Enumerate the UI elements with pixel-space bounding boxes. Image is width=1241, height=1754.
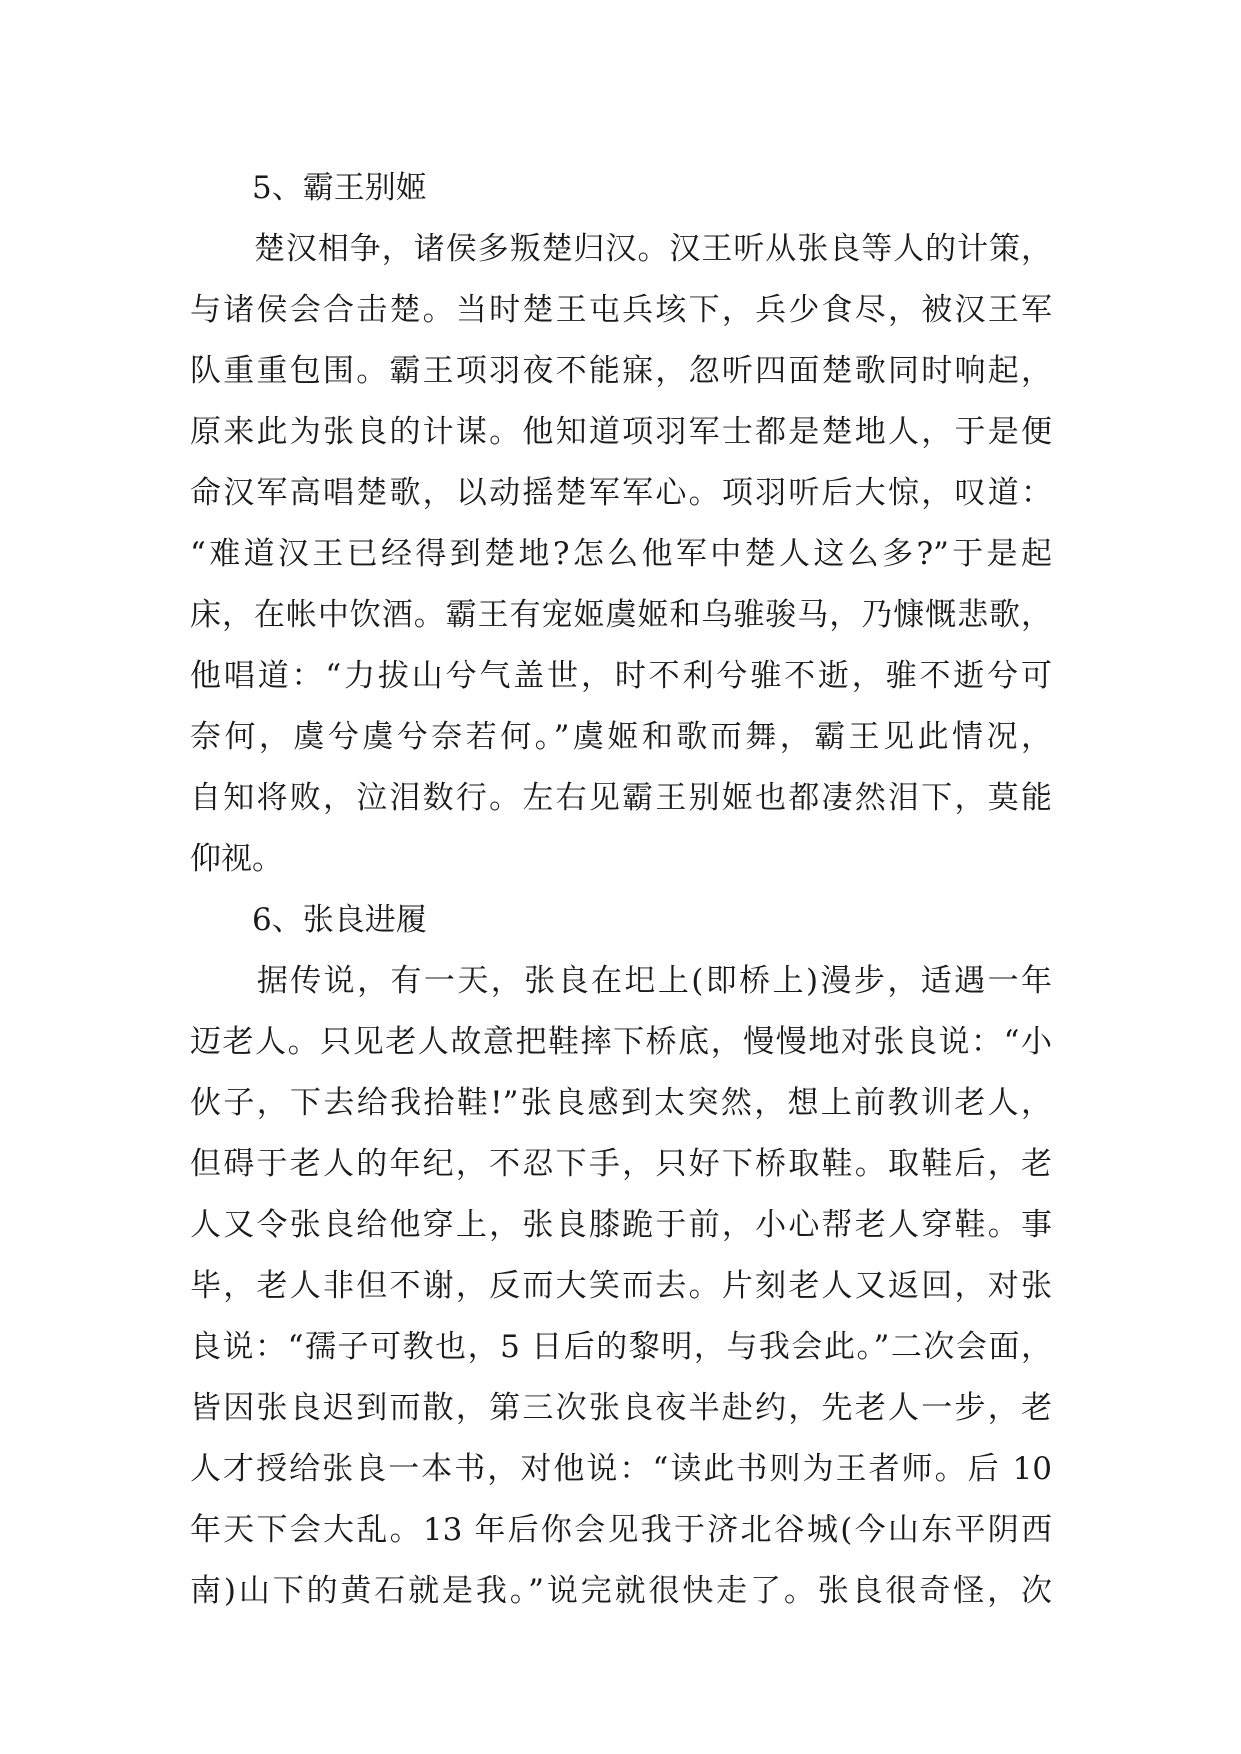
body-line: 年天下会大乱。13 年后你会见我于济北谷城(今山东平阴西 [190,1512,1052,1548]
body-line: 伙子，下去给我拾鞋!”张良感到太突然，想上前教训老人， [190,1085,1052,1121]
body-line: 楚汉相争，诸侯多叛楚归汉。汉王听从张良等人的计策， [190,231,1052,267]
section-bawang-bieji [190,158,1052,890]
body-line: 人又令张良给他穿上，张良膝跪于前，小心帮老人穿鞋。事 [190,1207,1052,1243]
body-line: 自知将败，泣泪数行。左右见霸王别姬也都凄然泪下，莫能 [190,780,1052,816]
section-heading: 5、霸王别姬 [252,170,427,206]
body-line: 良说：“孺子可教也，5 日后的黎明，与我会此。”二次会面， [190,1329,1052,1365]
section-zhangliang-jinlv [190,890,1052,1622]
body-line: 与诸侯会合击楚。当时楚王屯兵垓下，兵少食尽，被汉王军 [190,292,1052,328]
body-line: 队重重包围。霸王项羽夜不能寐，忽听四面楚歌同时响起， [190,353,1052,389]
section-body [190,951,1052,1622]
body-line: 床，在帐中饮酒。霸王有宠姬虞姬和乌骓骏马，乃慷慨悲歌， [190,597,1052,633]
body-line: 毕，老人非但不谢，反而大笑而去。片刻老人又返回，对张 [190,1268,1052,1304]
body-line: 皆因张良迟到而散，第三次张良夜半赴约，先老人一步，老 [190,1390,1052,1426]
body-line: 但碍于老人的年纪，不忍下手，只好下桥取鞋。取鞋后，老 [190,1146,1052,1182]
body-line: 迈老人。只见老人故意把鞋摔下桥底，慢慢地对张良说：“小 [190,1024,1052,1060]
document-page [190,158,1052,1622]
body-line: 他唱道：“力拔山兮气盖世，时不利兮骓不逝，骓不逝兮可 [190,658,1052,694]
body-line: 奈何，虞兮虞兮奈若何。”虞姬和歌而舞，霸王见此情况， [190,719,1052,755]
body-line: 据传说，有一天，张良在圯上(即桥上)漫步，适遇一年 [190,963,1052,999]
body-line: “难道汉王已经得到楚地?怎么他军中楚人这么多?”于是起 [190,536,1052,572]
section-heading: 6、张良进履 [252,902,427,938]
body-line: 南)山下的黄石就是我。”说完就很快走了。张良很奇怪，次 [190,1573,1052,1609]
body-line: 人才授给张良一本书，对他说：“读此书则为王者师。后 10 [190,1451,1052,1487]
body-line: 命汉军高唱楚歌，以动摇楚军军心。项羽听后大惊，叹道： [190,475,1052,511]
body-line: 仰视。 [190,841,283,877]
body-line: 原来此为张良的计谋。他知道项羽军士都是楚地人，于是便 [190,414,1052,450]
section-body [190,219,1052,890]
